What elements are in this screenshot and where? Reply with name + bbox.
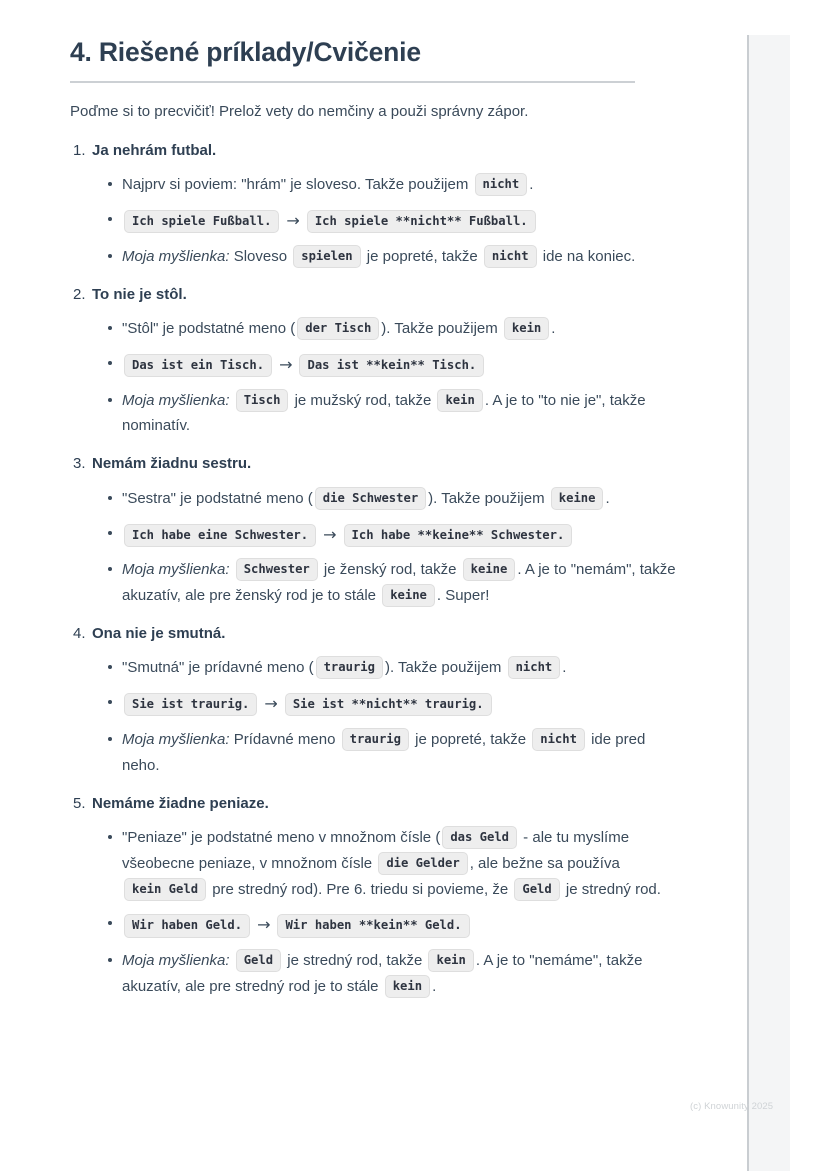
point-text: je stredný rod. xyxy=(561,880,661,898)
point-explanation xyxy=(108,486,677,512)
exercise-heading: Ja nehrám futbal. xyxy=(92,141,217,159)
point-thought xyxy=(108,244,677,270)
point-text: , ale bežne sa používa xyxy=(469,854,620,872)
exercise-item xyxy=(70,453,677,609)
point-thought xyxy=(108,727,677,779)
code-chip: keine xyxy=(551,487,604,510)
exercise-heading: To nie je stôl. xyxy=(92,285,187,303)
exercise-points xyxy=(70,825,677,1000)
point-text: . xyxy=(529,176,534,194)
point-transform xyxy=(108,521,677,549)
point-text: . A je to "nemám", takže akuzatív, ale pre ženský rod je to stále xyxy=(122,561,676,605)
point-transform xyxy=(108,911,677,939)
exercise-points xyxy=(70,486,677,609)
title-divider xyxy=(70,81,635,83)
code-chip: nicht xyxy=(508,656,561,679)
thought-label: Moja myšlienka: xyxy=(122,247,230,265)
page-right-panel xyxy=(749,35,790,1171)
point-text: Prídavné meno xyxy=(229,730,340,748)
thought-label: Moja myšlienka: xyxy=(122,730,230,748)
code-chip: nicht xyxy=(484,245,537,268)
arrow-icon: → xyxy=(264,694,278,714)
point-text: . xyxy=(605,489,610,507)
code-chip: kein xyxy=(437,389,482,412)
point-text: . A je to "nemáme", takže akuzatív, ale pre stredný rod je to stále xyxy=(122,952,643,996)
point-text: Sloveso xyxy=(229,247,292,265)
point-text: . xyxy=(432,978,437,996)
code-chip: keine xyxy=(382,584,435,607)
code-chip: Sie ist traurig. xyxy=(124,693,257,716)
point-explanation xyxy=(108,655,677,681)
point-text: pre stredný rod). Pre 6. triedu si povieme, že xyxy=(208,880,513,898)
code-chip: Wir haben Geld. xyxy=(124,914,250,937)
point-text: Najprv si poviem: "hrám" je sloveso. Takže použijem xyxy=(122,176,473,194)
point-transform xyxy=(108,207,677,235)
code-chip: die Gelder xyxy=(378,852,467,875)
code-chip: Ich habe **keine** Schwester. xyxy=(344,524,573,547)
arrow-icon: → xyxy=(257,915,271,935)
exercise-item xyxy=(70,140,677,270)
thought-label: Moja myšlienka: xyxy=(122,391,230,409)
exercise-item xyxy=(70,793,677,1000)
exercise-points xyxy=(70,172,677,269)
exercise-heading: Nemám žiadnu sestru. xyxy=(92,455,252,473)
code-chip: Das ist ein Tisch. xyxy=(124,354,272,377)
code-chip: Sie ist **nicht** traurig. xyxy=(285,693,492,716)
point-text: "Smutná" je prídavné meno ( xyxy=(122,659,314,677)
code-chip: kein xyxy=(385,975,430,998)
code-chip: Geld xyxy=(236,949,281,972)
code-chip: Tisch xyxy=(236,389,289,412)
exercise-points xyxy=(70,316,677,439)
exercise-item xyxy=(70,623,677,779)
point-text xyxy=(230,561,234,578)
exercise-heading: Nemáme žiadne peniaze. xyxy=(92,794,269,812)
point-text: . xyxy=(562,659,567,677)
point-text: . Super! xyxy=(436,587,490,605)
point-text: . A je to "to nie je", takže nominatív. xyxy=(122,391,646,435)
code-chip: kein xyxy=(504,317,549,340)
point-thought xyxy=(108,388,677,440)
code-chip: Schwester xyxy=(236,558,318,581)
code-chip: keine xyxy=(463,558,516,581)
code-chip: nicht xyxy=(532,728,585,751)
point-text: je stredný rod, takže xyxy=(283,952,427,970)
code-chip: der Tisch xyxy=(297,317,379,340)
point-thought xyxy=(108,557,677,609)
code-chip: das Geld xyxy=(442,826,517,849)
watermark: (c) Knowunity 2025 xyxy=(690,1101,774,1112)
code-chip: traurig xyxy=(342,728,409,751)
exercise-item xyxy=(70,284,677,440)
code-chip: traurig xyxy=(316,656,383,679)
point-text: ide pred neho. xyxy=(122,730,646,774)
exercise-points xyxy=(70,655,677,778)
point-text: "Sestra" je podstatné meno ( xyxy=(122,489,313,507)
code-chip: Ich habe eine Schwester. xyxy=(124,524,316,547)
thought-label: Moja myšlienka: xyxy=(122,561,230,579)
point-explanation xyxy=(108,825,677,902)
point-text: ). Takže použijem xyxy=(428,489,549,507)
code-chip: kein xyxy=(428,949,473,972)
arrow-icon: → xyxy=(286,210,300,230)
code-chip: Ich spiele **nicht** Fußball. xyxy=(307,210,536,233)
code-chip: Ich spiele Fußball. xyxy=(124,210,279,233)
point-text: "Stôl" je podstatné meno ( xyxy=(122,320,296,338)
code-chip: spielen xyxy=(293,245,360,268)
point-text: je mužský rod, takže xyxy=(290,391,436,409)
point-text: ide na koniec. xyxy=(538,247,636,265)
point-text xyxy=(230,392,234,409)
exercise-heading: Ona nie je smutná. xyxy=(92,624,226,642)
arrow-icon: → xyxy=(279,354,293,374)
point-text: - ale tu myslíme všeobecne peniaze, v množnom čísle xyxy=(122,829,630,872)
point-text xyxy=(230,952,234,969)
point-explanation xyxy=(108,316,677,342)
code-chip: kein Geld xyxy=(124,878,206,901)
page-title: 4. Riešené príklady/Cvičenie xyxy=(70,37,421,67)
point-thought xyxy=(108,948,677,1000)
point-text: ). Takže použijem xyxy=(381,320,502,338)
point-text: "Peniaze" je podstatné meno v množnom čísle ( xyxy=(122,829,441,847)
intro-paragraph: Poďme si to precvičiť! Prelož vety do nemčiny a použi správny zápor. xyxy=(70,103,529,121)
arrow-icon: → xyxy=(323,524,337,544)
point-transform xyxy=(108,351,677,379)
code-chip: Wir haben **kein** Geld. xyxy=(277,914,469,937)
point-transform xyxy=(108,690,677,718)
thought-label: Moja myšlienka: xyxy=(122,952,230,970)
point-text: je popreté, takže xyxy=(362,247,482,265)
exercise-list xyxy=(70,140,677,1000)
code-chip: Das ist **kein** Tisch. xyxy=(299,354,484,377)
point-text: ). Takže použijem xyxy=(384,659,506,677)
code-chip: die Schwester xyxy=(315,487,426,510)
point-text: . xyxy=(551,320,556,338)
point-text: je ženský rod, takže xyxy=(319,561,461,579)
code-chip: Geld xyxy=(514,878,559,901)
point-text: je popreté, takže xyxy=(410,730,531,748)
code-chip: nicht xyxy=(475,173,528,196)
point-explanation xyxy=(108,172,677,198)
